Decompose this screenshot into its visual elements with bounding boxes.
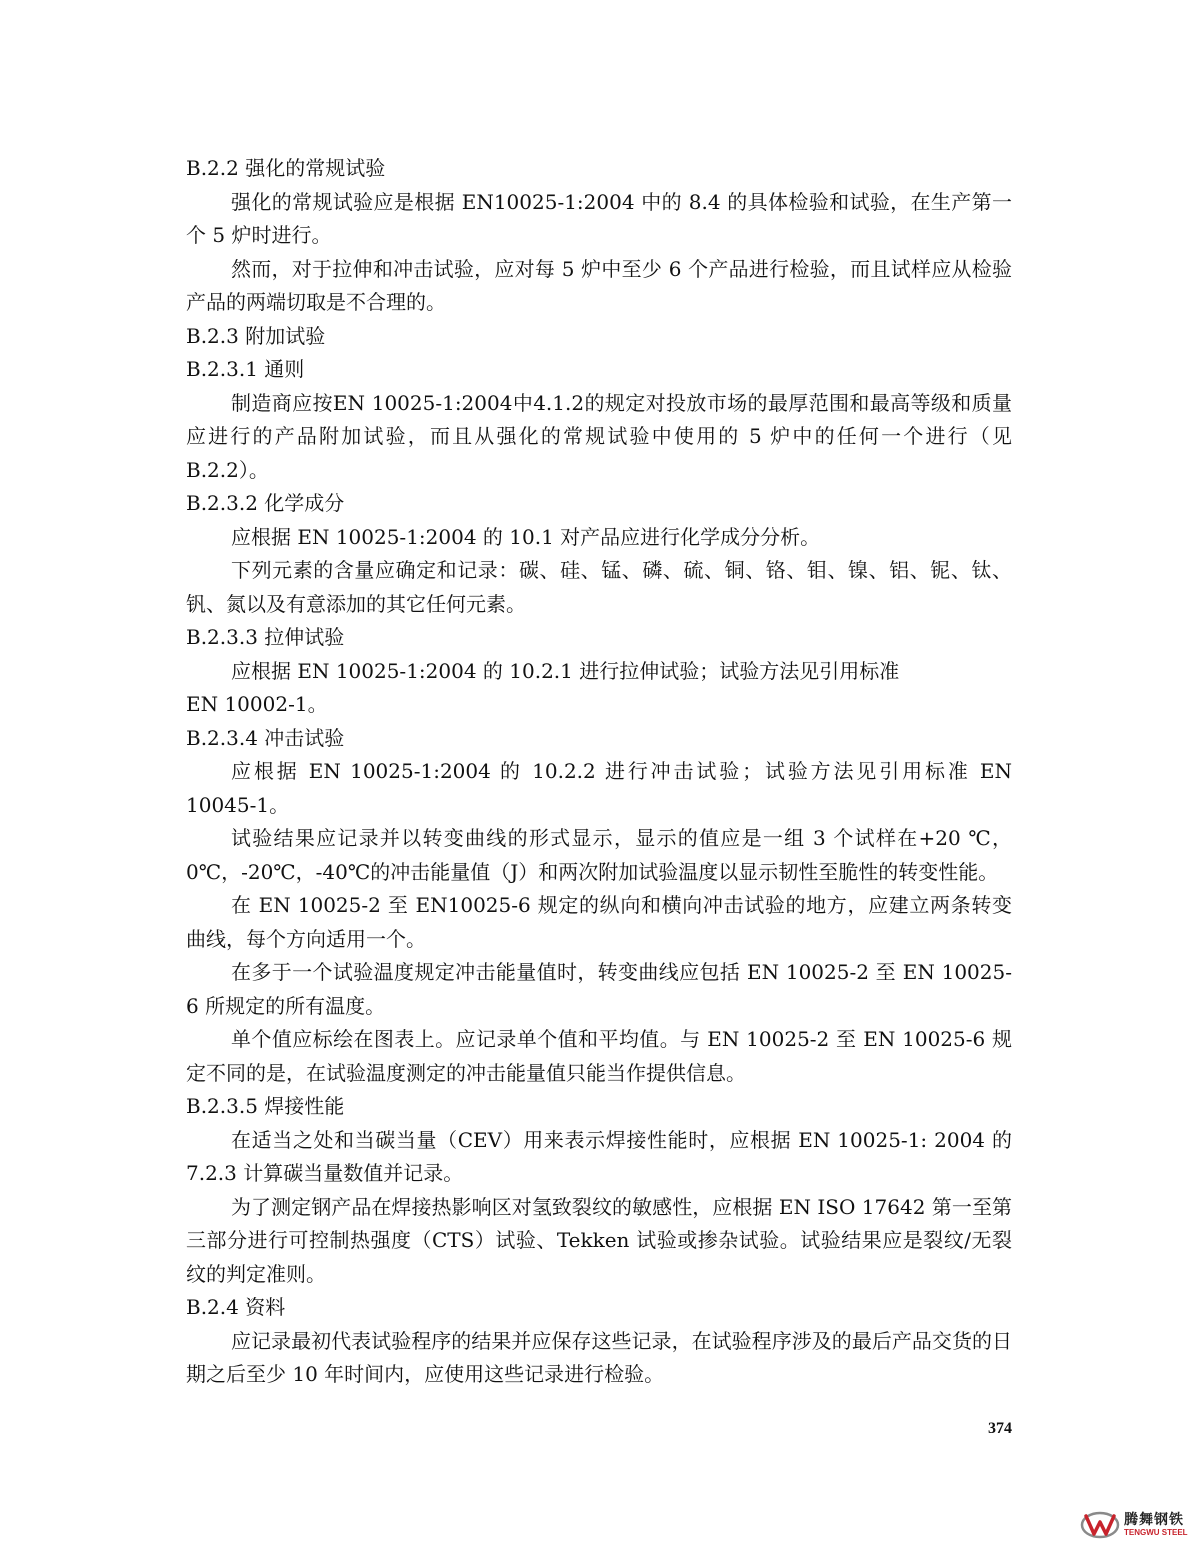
paragraph: 应根据 EN 10025-1:2004 的 10.2.1 进行拉伸试验；试验方法见引用标准 (231, 658, 900, 683)
section-heading: B.2.4 资料 (186, 1295, 286, 1319)
paragraph: 强化的常规试验应是根据 EN10025-1:2004 中的 8.4 的具体检验和试验，在生产第一个 5 炉时进行。 (186, 189, 1012, 247)
page-number: 374 (988, 1420, 1012, 1437)
paragraph: 下列元素的含量应确定和记录：碳、硅、锰、磷、硫、铜、铬、钼、镍、铝、铌、钛、钒、氮以及有意添加的其它任何元素。 (186, 558, 1012, 616)
paragraph: 应根据 EN 10025-1:2004 的 10.1 对产品应进行化学成分分析。 (231, 524, 821, 549)
logo-name-en: TENGWU STEEL (1124, 1528, 1188, 1537)
paragraph: 为了测定钢产品在焊接热影响区对氢致裂纹的敏感性，应根据 EN ISO 17642 第一至第三部分进行可控制热强度（CTS）试验、Tekken 试验或掺杂试验。试验结果应是裂纹/无裂纹的判定准则。 (186, 1194, 1012, 1286)
document-body (186, 152, 1012, 1392)
paragraph: 制造商应按EN 10025-1:2004中4.1.2的规定对投放市场的最厚范围和最高等级和质量应进行的产品附加试验，而且从强化的常规试验中使用的 5 炉中的任何一个进行（见 B.2.2）。 (186, 390, 1012, 482)
section-heading: B.2.3.2 化学成分 (186, 491, 345, 515)
section-heading: B.2.3.3 拉伸试验 (186, 625, 345, 649)
paragraph: 试验结果应记录并以转变曲线的形式显示，显示的值应是一组 3 个试样在+20 ℃，0℃，-20℃，-40℃的冲击能量值（J）和两次附加试验温度以显示韧性至脆性的转变性能。 (186, 826, 1012, 884)
section-heading: B.2.3.5 焊接性能 (186, 1094, 345, 1118)
section-heading: B.2.3 附加试验 (186, 323, 326, 348)
section-heading: B.2.3.4 冲击试验 (186, 725, 345, 750)
paragraph: 在 EN 10025-2 至 EN10025-6 规定的纵向和横向冲击试验的地方，应建立两条转变曲线，每个方向适用一个。 (186, 893, 1012, 951)
paragraph: 单个值应标绘在图表上。应记录单个值和平均值。与 EN 10025-2 至 EN 10025-6 规定不同的是，在试验温度测定的冲击能量值只能当作提供信息。 (186, 1027, 1012, 1085)
paragraph: 然而，对于拉伸和冲击试验，应对每 5 炉中至少 6 个产品进行检验，而且试样应从检验产品的两端切取是不合理的。 (186, 256, 1012, 314)
paragraph: 应根据 EN 10025-1:2004 的 10.2.2 进行冲击试验；试验方法见引用标准 EN 10045-1。 (186, 759, 1012, 817)
paragraph-continuation: EN 10002-1。 (186, 692, 328, 716)
section-heading: B.2.3.1 通则 (186, 357, 305, 381)
section-heading: B.2.2 强化的常规试验 (186, 156, 386, 180)
tengwu-logo-icon (1080, 1510, 1120, 1540)
logo-name-cn: 腾舞钢铁 (1124, 1512, 1184, 1528)
paragraph: 应记录最初代表试验程序的结果并应保存这些记录，在试验程序涉及的最后产品交货的日期之后至少 10 年时间内，应使用这些记录进行检验。 (186, 1328, 1012, 1386)
paragraph: 在适当之处和当碳当量（CEV）用来表示焊接性能时，应根据 EN 10025-1: 2004 的 7.2.3 计算碳当量数值并记录。 (186, 1127, 1012, 1185)
company-logo (1080, 1506, 1196, 1544)
paragraph: 在多于一个试验温度规定冲击能量值时，转变曲线应包括 EN 10025-2 至 EN 10025-6 所规定的所有温度。 (186, 960, 1012, 1018)
